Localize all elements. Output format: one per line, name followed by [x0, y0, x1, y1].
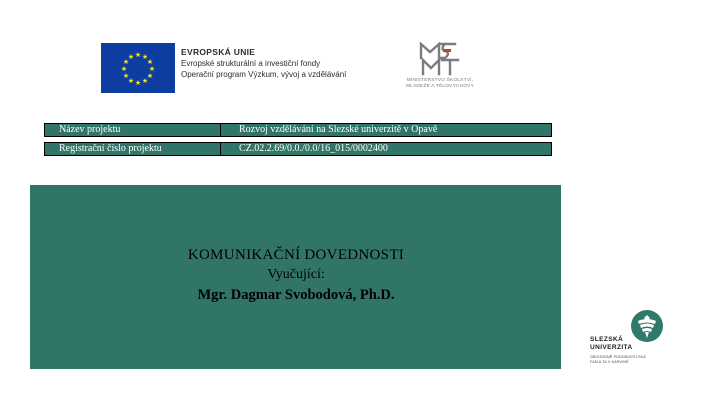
faculty-name [590, 355, 668, 365]
course-title: KOMUNIKAČNÍ DOVEDNOSTI [187, 247, 405, 263]
project-registration-value: CZ.02.2.69/0.0./0.0/16_015/0002400 [220, 142, 552, 156]
svg-text:★: ★ [146, 72, 154, 80]
ministry-name-line2: MLÁDEŽE A TĚLOVÝCHOVY [405, 84, 475, 89]
university-logo [590, 309, 670, 373]
project-name-label: Název projektu [44, 123, 222, 137]
svg-text:★: ★ [134, 79, 142, 87]
eu-flag-icon [101, 43, 175, 93]
title-block [132, 245, 460, 305]
lecturer-label: Vyučující: [267, 267, 325, 282]
svg-text:★: ★ [122, 58, 130, 66]
ministry-logo-text [392, 78, 488, 90]
university-name-line1: SLEZSKÁ [590, 336, 624, 343]
lecturer-name: Mgr. Dagmar Svobodová, Ph.D. [197, 287, 395, 303]
project-registration-label: Registrační číslo projektu [44, 142, 222, 156]
msmt-logo-icon [418, 42, 462, 76]
svg-text:★: ★ [122, 72, 130, 80]
svg-text:★: ★ [127, 53, 135, 61]
project-registration-row [44, 142, 552, 156]
eu-logo-title: EVROPSKÁ UNIE [181, 47, 256, 57]
svg-text:★: ★ [141, 77, 149, 85]
university-name-line2: UNIVERZITA [590, 344, 633, 351]
ministry-name-line1: MINISTERSTVO ŠKOLSTVÍ, [406, 78, 474, 83]
project-name-value: Rozvoj vzdělávání na Slezské univerzitě v Opavě [220, 123, 552, 137]
svg-text:★: ★ [148, 65, 156, 73]
university-emblem-icon [630, 309, 664, 343]
svg-text:★: ★ [146, 58, 154, 66]
faculty-name-line2: FAKULTA V KARVINÉ [590, 360, 629, 364]
svg-text:★: ★ [141, 53, 149, 61]
eu-logo-subtitle: Evropské strukturální a investiční fondy [181, 59, 321, 68]
eu-logo-program: Operační program Výzkum, vývoj a vzdělávání [181, 70, 347, 79]
project-name-row [44, 123, 552, 137]
svg-text:★: ★ [120, 65, 128, 73]
svg-text:★: ★ [127, 77, 135, 85]
university-name [590, 336, 633, 352]
svg-text:★: ★ [134, 51, 142, 59]
ministry-logo [392, 42, 488, 92]
faculty-name-line1: OBCHODNĚ PODNIKATELSKÁ [590, 355, 646, 359]
eu-logo-text [181, 47, 346, 81]
